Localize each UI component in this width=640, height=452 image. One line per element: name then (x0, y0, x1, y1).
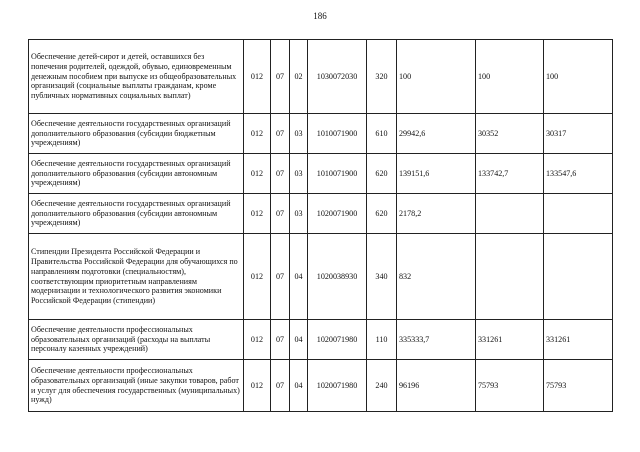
expense-type-code: 110 (367, 320, 397, 360)
subsection-code: 03 (290, 194, 308, 234)
expense-type-code: 240 (367, 360, 397, 412)
section-code: 07 (271, 320, 290, 360)
target-article-code: 1020071980 (308, 360, 367, 412)
ministry-code: 012 (244, 234, 271, 320)
row-description: Обеспечение детей-сирот и детей, оставшихся без попечения родителей, одеждой, обувью, единовременным денежным пособием при выпуске из общеобразовательных организаций (социальные выплаты гражданам, кроме публичных нормативных социальных выплат) (29, 40, 244, 114)
amount-year-2 (476, 194, 544, 234)
table-row (29, 320, 613, 360)
row-description: Обеспечение деятельности профессиональных образовательных организаций (иные закупки товаров, работ и услуг для обеспечения государственных (муниципальных) нужд) (29, 360, 244, 412)
amount-year-3: 30317 (544, 114, 613, 154)
section-code: 07 (271, 154, 290, 194)
row-description: Обеспечение деятельности профессиональных образовательных организаций (расходы на выплаты персоналу казенных учреждений) (29, 320, 244, 360)
amount-year-1: 29942,6 (397, 114, 476, 154)
amount-year-3: 133547,6 (544, 154, 613, 194)
amount-year-1: 2178,2 (397, 194, 476, 234)
expense-type-code: 340 (367, 234, 397, 320)
amount-year-2: 100 (476, 40, 544, 114)
table-row (29, 154, 613, 194)
amount-year-3 (544, 194, 613, 234)
amount-year-2: 133742,7 (476, 154, 544, 194)
target-article-code: 1020038930 (308, 234, 367, 320)
expense-type-code: 320 (367, 40, 397, 114)
subsection-code: 03 (290, 114, 308, 154)
amount-year-2: 75793 (476, 360, 544, 412)
ministry-code: 012 (244, 194, 271, 234)
subsection-code: 03 (290, 154, 308, 194)
section-code: 07 (271, 194, 290, 234)
amount-year-3 (544, 234, 613, 320)
amount-year-1: 96196 (397, 360, 476, 412)
section-code: 07 (271, 234, 290, 320)
subsection-code: 04 (290, 320, 308, 360)
table-row (29, 234, 613, 320)
table-row (29, 114, 613, 154)
target-article-code: 1020071980 (308, 320, 367, 360)
table-row (29, 40, 613, 114)
subsection-code: 04 (290, 360, 308, 412)
table-row (29, 194, 613, 234)
amount-year-3: 100 (544, 40, 613, 114)
subsection-code: 04 (290, 234, 308, 320)
amount-year-1: 100 (397, 40, 476, 114)
ministry-code: 012 (244, 40, 271, 114)
amount-year-1: 139151,6 (397, 154, 476, 194)
budget-table (28, 39, 613, 412)
row-description: Обеспечение деятельности государственных организаций дополнительного образования (субсидии бюджетным учреждениям) (29, 114, 244, 154)
subsection-code: 02 (290, 40, 308, 114)
table-row (29, 360, 613, 412)
row-description: Стипендии Президента Российской Федерации и Правительства Российской Федерации для обучающихся по направлениям подготовки (специальностям), соответствующим приоритетным направлениям модернизации и технологического развития экономики Российской Федерации (стипендии) (29, 234, 244, 320)
ministry-code: 012 (244, 154, 271, 194)
amount-year-1: 832 (397, 234, 476, 320)
row-description: Обеспечение деятельности государственных организаций дополнительного образования (субсидии автономным учреждениям) (29, 154, 244, 194)
section-code: 07 (271, 40, 290, 114)
target-article-code: 1030072030 (308, 40, 367, 114)
amount-year-2: 331261 (476, 320, 544, 360)
target-article-code: 1010071900 (308, 114, 367, 154)
amount-year-1: 335333,7 (397, 320, 476, 360)
ministry-code: 012 (244, 114, 271, 154)
expense-type-code: 620 (367, 154, 397, 194)
amount-year-3: 331261 (544, 320, 613, 360)
ministry-code: 012 (244, 320, 271, 360)
expense-type-code: 620 (367, 194, 397, 234)
page-number: 186 (313, 11, 327, 21)
target-article-code: 1010071900 (308, 154, 367, 194)
section-code: 07 (271, 114, 290, 154)
ministry-code: 012 (244, 360, 271, 412)
amount-year-3: 75793 (544, 360, 613, 412)
row-description: Обеспечение деятельности государственных организаций дополнительного образования (субсидии автономным учреждениям) (29, 194, 244, 234)
target-article-code: 1020071900 (308, 194, 367, 234)
amount-year-2 (476, 234, 544, 320)
section-code: 07 (271, 360, 290, 412)
amount-year-2: 30352 (476, 114, 544, 154)
expense-type-code: 610 (367, 114, 397, 154)
